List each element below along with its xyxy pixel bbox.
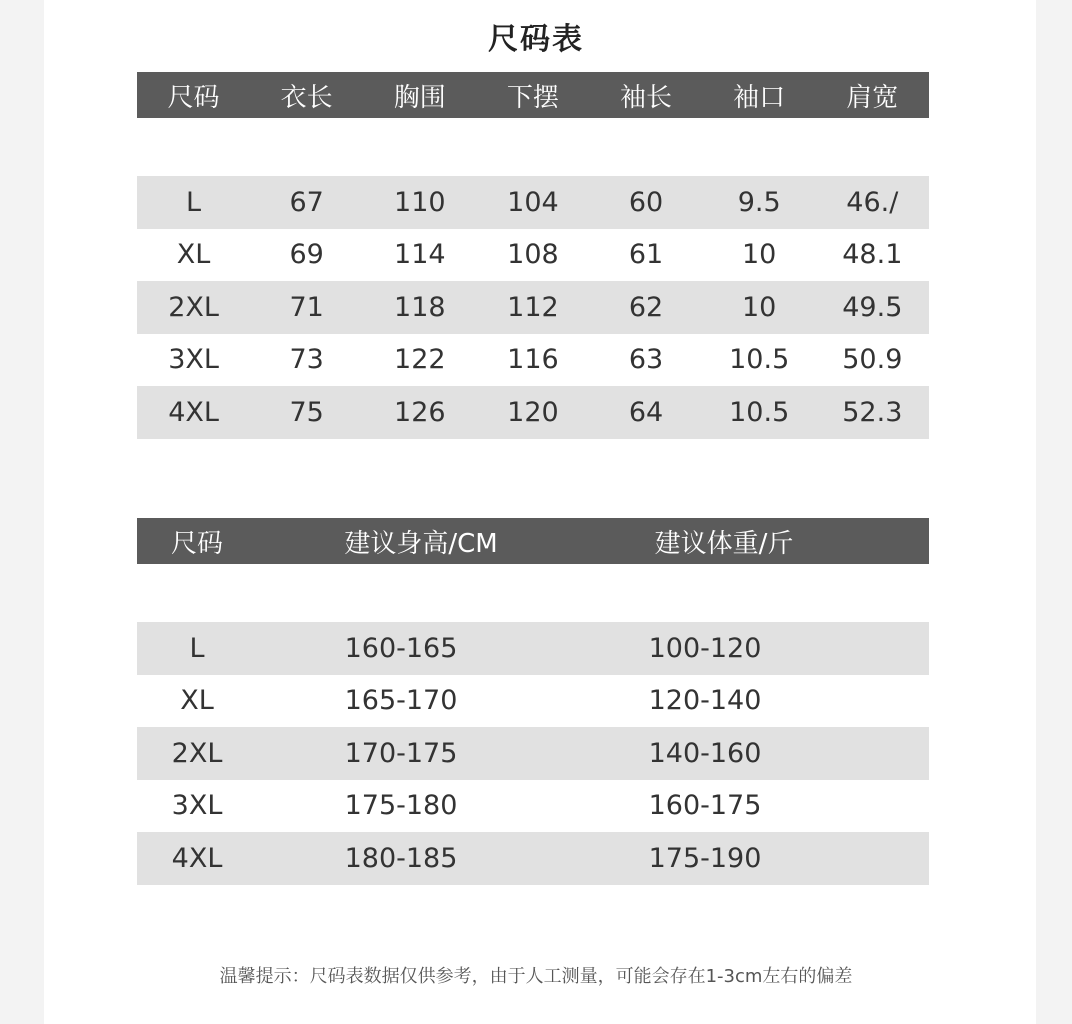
cell-shoulder: 52.3 [842,396,903,428]
cell-height: 175-180 [344,790,458,822]
table-row [137,780,929,833]
header-size: 尺码 [170,528,223,559]
recommendation-table-body [137,622,929,885]
cell-cuff: 9.5 [737,186,781,218]
cell-chest: 118 [394,291,446,323]
header-weight: 建议体重/斤 [654,528,794,559]
cell-length: 69 [289,239,324,271]
cell-shoulder: 50.9 [842,344,903,376]
cell-height: 170-175 [344,737,458,769]
cell-shoulder: 49.5 [842,291,903,323]
cell-hem: 120 [507,396,559,428]
cell-shoulder: 48.1 [842,239,903,271]
cell-shoulder: 46./ [846,186,899,218]
cell-sleeve-length: 64 [628,396,664,428]
page-title: 尺码表 [488,22,584,57]
cell-weight: 100-120 [648,632,762,664]
table-row [137,281,929,334]
cell-sleeve-length: 63 [628,344,664,376]
recommendation-table [137,518,929,885]
header-height: 建议身高/CM [344,528,498,559]
cell-height: 160-165 [344,632,458,664]
footnote: 温馨提示：尺码表数据仅供参考，由于人工测量，可能会存在1-3cm左右的偏差 [219,966,853,987]
cell-hem: 108 [507,239,559,271]
cell-height: 180-185 [344,842,458,874]
table-row [137,727,929,780]
cell-chest: 114 [394,239,446,271]
cell-length: 75 [289,396,324,428]
cell-sleeve-length: 61 [628,239,664,271]
header-chest: 胸围 [393,82,446,113]
recommendation-table-header [137,518,929,564]
table-row [137,622,929,675]
header-cuff: 袖口 [733,82,786,113]
cell-cuff: 10 [742,239,777,271]
cell-chest: 110 [394,186,446,218]
measurement-table-header [137,72,929,118]
table-row [137,832,929,885]
cell-cuff: 10.5 [729,344,790,376]
table-row [137,229,929,282]
cell-weight: 175-190 [648,842,762,874]
header-sleeve-length: 袖长 [620,82,673,113]
cell-cuff: 10 [742,291,777,323]
cell-weight: 160-175 [648,790,762,822]
cell-length: 71 [289,291,324,323]
header-length: 衣长 [280,82,333,113]
measurement-table-body [137,176,929,439]
table-row [137,675,929,728]
cell-length: 67 [289,186,324,218]
cell-size: 2XL [171,737,223,769]
cell-weight: 140-160 [648,737,762,769]
header-shoulder: 肩宽 [846,82,899,113]
cell-hem: 116 [507,344,559,376]
cell-size: 2XL [168,291,219,323]
cell-weight: 120-140 [648,685,762,717]
cell-size: 3XL [171,790,223,822]
header-size: 尺码 [167,82,220,113]
cell-hem: 104 [507,186,559,218]
cell-sleeve-length: 62 [628,291,664,323]
cell-chest: 122 [394,344,446,376]
cell-size: L [189,632,205,664]
table-row [137,386,929,439]
cell-size: XL [180,685,214,717]
cell-size: 3XL [168,344,219,376]
cell-size: L [186,186,202,218]
cell-size: 4XL [168,396,219,428]
cell-size: XL [176,239,211,271]
measurement-table [137,72,929,439]
cell-height: 165-170 [344,685,458,717]
cell-size: 4XL [171,842,223,874]
cell-cuff: 10.5 [729,396,790,428]
header-hem: 下摆 [506,82,559,113]
cell-chest: 126 [394,396,446,428]
cell-length: 73 [289,344,324,376]
cell-sleeve-length: 60 [628,186,664,218]
table-row [137,334,929,387]
table-row [137,176,929,229]
cell-hem: 112 [507,291,559,323]
